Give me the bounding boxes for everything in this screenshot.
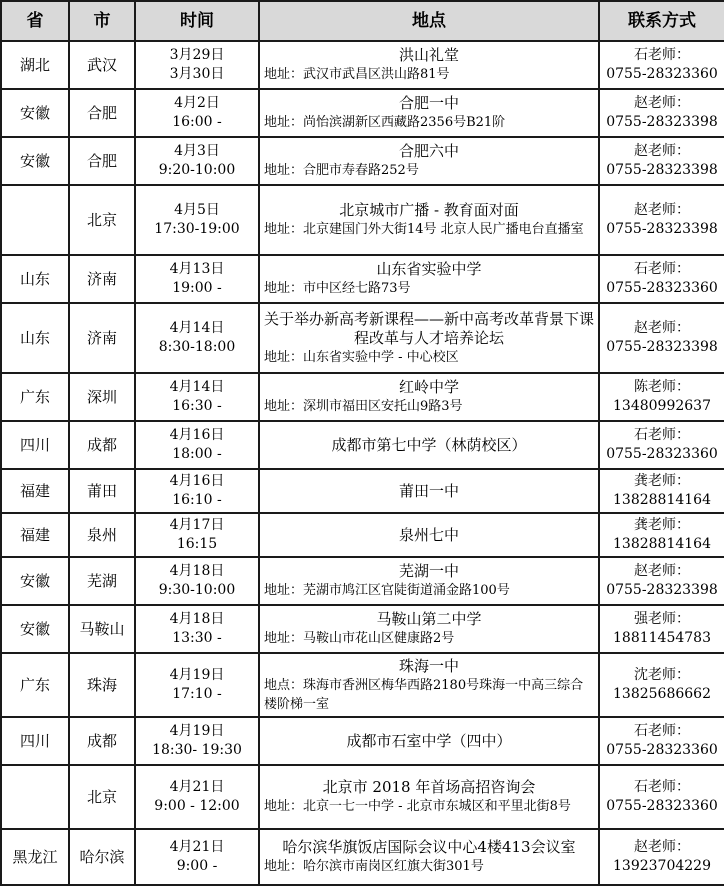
contact-name: 强老师： <box>634 611 690 627</box>
contact-name: 赵老师： <box>634 839 690 855</box>
contact-cell <box>599 373 724 421</box>
contact-phone: 0755-28323398 <box>606 114 718 130</box>
venue-name: 珠海一中 <box>398 656 459 675</box>
province-cell: 安徽 <box>1 557 69 605</box>
venue-cell <box>259 829 599 885</box>
city-cell: 成都 <box>69 717 135 765</box>
event-time: 13:30 - <box>172 630 222 646</box>
table-row <box>1 653 724 717</box>
venue-name: 莆田一中 <box>398 481 459 500</box>
venue-name: 关于举办新高考新课程——新中高考改革背景下课程改革与人才培养论坛 <box>264 309 595 347</box>
venue-cell <box>259 89 599 137</box>
table-row <box>1 137 724 185</box>
contact-phone: 18811454783 <box>613 630 711 646</box>
time-cell <box>135 717 259 765</box>
event-time: 18:30- 19:30 <box>152 742 242 758</box>
contact-cell <box>599 41 724 89</box>
venue-name: 北京市 2018 年首场高招咨询会 <box>322 778 536 796</box>
venue-cell <box>259 717 599 765</box>
header-contact: 联系方式 <box>599 1 724 41</box>
event-time: 16:30 - <box>172 398 222 414</box>
table-row <box>1 41 724 89</box>
table-row <box>1 829 724 885</box>
city-cell: 合肥 <box>69 89 135 137</box>
event-date: 3月29日 <box>169 47 225 63</box>
venue-name: 成都市第七中学（林荫校区） <box>331 435 527 454</box>
time-cell <box>135 421 259 469</box>
header-province: 省 <box>1 1 69 41</box>
venue-cell <box>259 557 599 605</box>
contact-cell <box>599 605 724 653</box>
province-cell: 山东 <box>1 303 69 373</box>
contact-phone: 13825686662 <box>613 686 711 702</box>
city-cell: 泉州 <box>69 513 135 557</box>
venue-cell <box>259 421 599 469</box>
venue-cell <box>259 373 599 421</box>
table-row <box>1 421 724 469</box>
time-cell <box>135 513 259 557</box>
venue-address: 地址：深圳市福田区安托山9路3号 <box>264 399 463 414</box>
header-venue: 地点 <box>259 1 599 41</box>
venue-name: 成都市石室中学（四中） <box>346 731 512 750</box>
table-row <box>1 89 724 137</box>
city-cell: 济南 <box>69 255 135 303</box>
venue-address: 地址：山东省实验中学 - 中心校区 <box>264 349 459 365</box>
province-cell: 黑龙江 <box>1 829 69 885</box>
province-cell: 湖北 <box>1 41 69 89</box>
contact-phone: 0755-28323360 <box>606 280 718 296</box>
table-row <box>1 373 724 421</box>
event-time: 9:00 - <box>176 858 218 874</box>
event-time: 3月30日 <box>169 66 225 82</box>
table-row <box>1 185 724 255</box>
time-cell <box>135 765 259 829</box>
table-row <box>1 557 724 605</box>
contact-cell <box>599 137 724 185</box>
city-cell: 哈尔滨 <box>69 829 135 885</box>
province-cell: 四川 <box>1 717 69 765</box>
event-date: 4月2日 <box>174 95 220 111</box>
venue-address: 地址：北京一七一中学 - 北京市东城区和平里北街8号 <box>264 799 571 814</box>
event-time: 9:20-10:00 <box>158 162 236 178</box>
event-time: 16:15 <box>176 536 218 552</box>
venue-cell <box>259 513 599 557</box>
event-time: 8:30-18:00 <box>158 339 236 355</box>
province-cell <box>1 765 69 829</box>
event-date: 4月16日 <box>169 427 225 443</box>
time-cell <box>135 255 259 303</box>
table-row <box>1 717 724 765</box>
contact-name: 赵老师： <box>634 202 690 218</box>
time-cell <box>135 557 259 605</box>
table-row <box>1 303 724 373</box>
venue-address: 地址：芜湖市鸠江区官陡街道涌金路100号 <box>264 583 510 598</box>
contact-name: 石老师： <box>634 723 690 739</box>
venue-name: 红岭中学 <box>398 378 459 396</box>
venue-name: 马鞍山第二中学 <box>376 610 482 628</box>
contact-phone: 0755-28323398 <box>606 162 718 178</box>
event-date: 4月17日 <box>169 517 225 533</box>
time-cell <box>135 829 259 885</box>
contact-phone: 13923704229 <box>613 858 711 874</box>
contact-cell <box>599 765 724 829</box>
city-cell: 北京 <box>69 185 135 255</box>
contact-cell <box>599 303 724 373</box>
contact-name: 陈老师： <box>634 379 690 395</box>
event-date: 4月18日 <box>169 611 225 627</box>
event-time: 18:00 - <box>172 446 222 462</box>
event-time: 9:00 - 12:00 <box>154 798 240 814</box>
header-time: 时间 <box>135 1 259 41</box>
table-row <box>1 765 724 829</box>
contact-cell <box>599 421 724 469</box>
event-date: 4月18日 <box>169 563 225 579</box>
province-cell: 安徽 <box>1 89 69 137</box>
venue-address: 地址：市中区经七路73号 <box>264 281 411 296</box>
venue-cell <box>259 765 599 829</box>
venue-name: 芜湖一中 <box>398 562 459 580</box>
venue-address: 地址：武汉市武昌区洪山路81号 <box>264 67 450 82</box>
contact-name: 龚老师： <box>634 473 690 489</box>
contact-cell <box>599 255 724 303</box>
contact-cell <box>599 653 724 717</box>
event-date: 4月5日 <box>174 202 220 218</box>
contact-cell <box>599 185 724 255</box>
province-cell: 福建 <box>1 469 69 513</box>
venue-cell <box>259 303 599 373</box>
event-date: 4月14日 <box>169 320 225 336</box>
contact-phone: 13480992637 <box>613 398 711 414</box>
venue-cell <box>259 653 599 717</box>
table-row <box>1 605 724 653</box>
city-cell: 芜湖 <box>69 557 135 605</box>
city-cell: 成都 <box>69 421 135 469</box>
contact-name: 沈老师： <box>634 667 690 683</box>
city-cell: 济南 <box>69 303 135 373</box>
contact-phone: 0755-28323398 <box>606 339 718 355</box>
venue-cell <box>259 255 599 303</box>
venue-address: 地址：哈尔滨市南岗区红旗大街301号 <box>264 859 484 874</box>
event-date: 4月19日 <box>169 723 225 739</box>
table-row <box>1 255 724 303</box>
province-cell: 福建 <box>1 513 69 557</box>
time-cell <box>135 653 259 717</box>
contact-name: 石老师： <box>634 261 690 277</box>
table-row <box>1 469 724 513</box>
city-cell: 北京 <box>69 765 135 829</box>
contact-cell <box>599 89 724 137</box>
contact-name: 石老师： <box>634 427 690 443</box>
contact-phone: 0755-28323398 <box>606 221 718 237</box>
venue-name: 山东省实验中学 <box>376 260 482 278</box>
venue-cell <box>259 185 599 255</box>
venue-address: 地点：珠海市香洲区梅华西路2180号珠海一中高三综合楼阶梯一室 <box>264 677 584 712</box>
event-date: 4月21日 <box>169 779 225 795</box>
event-time: 17:30-19:00 <box>154 221 240 237</box>
contact-name: 赵老师： <box>634 95 690 111</box>
contact-phone: 0755-28323398 <box>606 582 718 598</box>
province-cell: 广东 <box>1 373 69 421</box>
province-cell: 安徽 <box>1 605 69 653</box>
venue-cell <box>259 469 599 513</box>
city-cell: 珠海 <box>69 653 135 717</box>
contact-phone: 13828814164 <box>613 536 711 552</box>
contact-cell <box>599 717 724 765</box>
city-cell: 武汉 <box>69 41 135 89</box>
contact-phone: 0755-28323360 <box>606 446 718 462</box>
event-date: 4月21日 <box>169 839 225 855</box>
venue-name: 合肥六中 <box>398 142 459 160</box>
venue-cell <box>259 137 599 185</box>
venue-address: 地址：北京建国门外大街14号 北京人民广播电台直播室 <box>264 222 584 237</box>
contact-name: 赵老师： <box>634 320 690 336</box>
event-date: 4月16日 <box>169 473 225 489</box>
province-cell: 山东 <box>1 255 69 303</box>
contact-phone: 0755-28323360 <box>606 66 718 82</box>
time-cell <box>135 41 259 89</box>
province-cell: 安徽 <box>1 137 69 185</box>
time-cell <box>135 89 259 137</box>
contact-cell <box>599 829 724 885</box>
contact-cell <box>599 469 724 513</box>
header-city: 市 <box>69 1 135 41</box>
event-time: 17:10 - <box>172 686 222 702</box>
contact-phone: 0755-28323360 <box>606 742 718 758</box>
event-time: 19:00 - <box>172 280 222 296</box>
time-cell <box>135 373 259 421</box>
venue-name: 合肥一中 <box>398 94 459 112</box>
event-date: 4月3日 <box>174 143 220 159</box>
event-time: 16:10 - <box>172 492 222 508</box>
event-time: 16:00 - <box>172 114 222 130</box>
contact-name: 石老师： <box>634 47 690 63</box>
city-cell: 莆田 <box>69 469 135 513</box>
city-cell: 深圳 <box>69 373 135 421</box>
venue-name: 泉州七中 <box>398 525 459 544</box>
event-date: 4月14日 <box>169 379 225 395</box>
venue-name: 洪山礼堂 <box>398 46 459 64</box>
venue-address: 地址：尚怡滨湖新区西藏路2356号B21阶 <box>264 115 506 130</box>
time-cell <box>135 185 259 255</box>
venue-cell <box>259 41 599 89</box>
event-time: 9:30-10:00 <box>158 582 236 598</box>
contact-name: 石老师： <box>634 779 690 795</box>
contact-name: 赵老师： <box>634 563 690 579</box>
time-cell <box>135 137 259 185</box>
event-date: 4月13日 <box>169 261 225 277</box>
contact-phone: 13828814164 <box>613 492 711 508</box>
venue-name: 哈尔滨华旗饭店国际会议中心4楼413会议室 <box>282 838 576 856</box>
time-cell <box>135 469 259 513</box>
venue-address: 地址：合肥市寿春路252号 <box>264 163 419 178</box>
table-row <box>1 513 724 557</box>
venue-name: 北京城市广播 - 教育面对面 <box>339 201 519 219</box>
province-cell: 广东 <box>1 653 69 717</box>
venue-address: 地址：马鞍山市花山区健康路2号 <box>264 631 455 646</box>
province-cell: 四川 <box>1 421 69 469</box>
contact-cell <box>599 557 724 605</box>
event-date: 4月19日 <box>169 667 225 683</box>
city-cell: 马鞍山 <box>69 605 135 653</box>
contact-name: 龚老师： <box>634 517 690 533</box>
contact-name: 赵老师： <box>634 143 690 159</box>
city-cell: 合肥 <box>69 137 135 185</box>
time-cell <box>135 605 259 653</box>
venue-cell <box>259 605 599 653</box>
header-row <box>1 1 724 41</box>
time-cell <box>135 303 259 373</box>
province-cell <box>1 185 69 255</box>
contact-phone: 0755-28323360 <box>606 798 718 814</box>
contact-cell <box>599 513 724 557</box>
